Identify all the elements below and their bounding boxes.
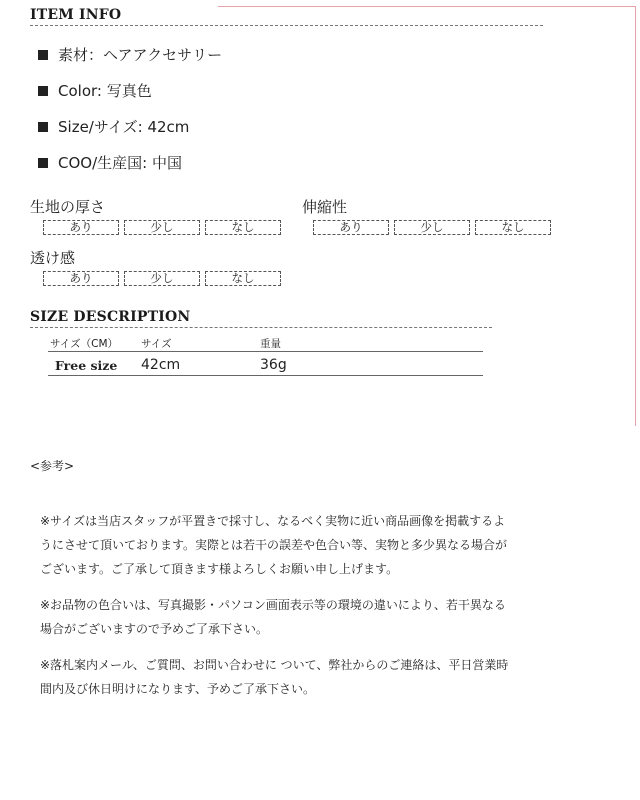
size-row-rule <box>48 375 483 376</box>
size-header-size: サイズ <box>141 338 172 350</box>
note-paragraph-1 <box>40 509 560 581</box>
option-ari: あり <box>43 220 119 235</box>
option-nashi: なし <box>205 220 281 235</box>
note-paragraph-2 <box>40 593 560 641</box>
attr-sheer-label: 透け感 <box>30 249 76 267</box>
size-header-weight: 重量 <box>260 338 281 350</box>
spec-text: Size/サイズ: 42cm <box>58 118 190 136</box>
size-description-title: SIZE DESCRIPTION <box>30 309 191 325</box>
item-info-title: ITEM INFO <box>30 7 122 23</box>
size-row-size: 42cm <box>141 357 181 373</box>
item-info-divider <box>30 25 543 26</box>
attr-sheer-options <box>43 271 286 286</box>
spec-coo <box>38 152 182 173</box>
bullet-square-icon <box>38 122 48 132</box>
spec-text: 素材：ヘアアクセサリー <box>58 46 223 64</box>
attr-stretch-label: 伸縮性 <box>302 198 348 216</box>
option-nashi: なし <box>205 271 281 286</box>
decorative-frame-top <box>218 6 636 7</box>
option-sukoshi: 少し <box>124 220 200 235</box>
decorative-frame-right <box>635 6 636 426</box>
attr-thickness-label: 生地の厚さ <box>30 198 106 216</box>
notes-title: <参考> <box>30 459 75 473</box>
bullet-square-icon <box>38 86 48 96</box>
option-sukoshi: 少し <box>124 271 200 286</box>
note-line: ございます。ご了承して頂きます様よろしくお願い申し上げます。 <box>40 562 399 576</box>
option-nashi: なし <box>475 220 551 235</box>
size-header-cm: サイズ（CM） <box>50 338 119 350</box>
size-header-rule <box>48 351 483 352</box>
note-line: うにさせて頂いております。実際とは若干の誤差や色合い等、実物と多少異なる場合が <box>40 538 508 552</box>
spec-material <box>38 44 222 65</box>
note-line: ※お品物の色合いは、写真撮影・パソコン画面表示等の環境の違いにより、若干異なる <box>40 598 506 612</box>
size-row-name: Free size <box>55 358 118 373</box>
bullet-square-icon <box>38 158 48 168</box>
note-line: ※サイズは当店スタッフが平置きで採寸し、なるべく実物に近い商品画像を掲載するよ <box>40 514 506 528</box>
note-line: 間内及び休日明けになります、予めご了承下さい。 <box>40 682 316 696</box>
attr-stretch-options <box>313 220 556 235</box>
size-description-divider <box>30 327 492 328</box>
option-ari: あり <box>313 220 389 235</box>
attr-thickness-options <box>43 220 286 235</box>
option-sukoshi: 少し <box>394 220 470 235</box>
spec-text: COO/生産国: 中国 <box>58 154 182 172</box>
spec-color <box>38 80 152 101</box>
note-line: 場合がございますので予めご了承下さい。 <box>40 622 269 636</box>
size-row-weight: 36g <box>260 357 287 373</box>
note-line: ※落札案内メール、ご質問、お問い合わせに ついて、弊社からのご連絡は、平日営業時 <box>40 658 509 672</box>
spec-text: Color: 写真色 <box>58 82 152 100</box>
note-paragraph-3 <box>40 653 560 701</box>
spec-size <box>38 116 189 137</box>
bullet-square-icon <box>38 50 48 60</box>
option-ari: あり <box>43 271 119 286</box>
